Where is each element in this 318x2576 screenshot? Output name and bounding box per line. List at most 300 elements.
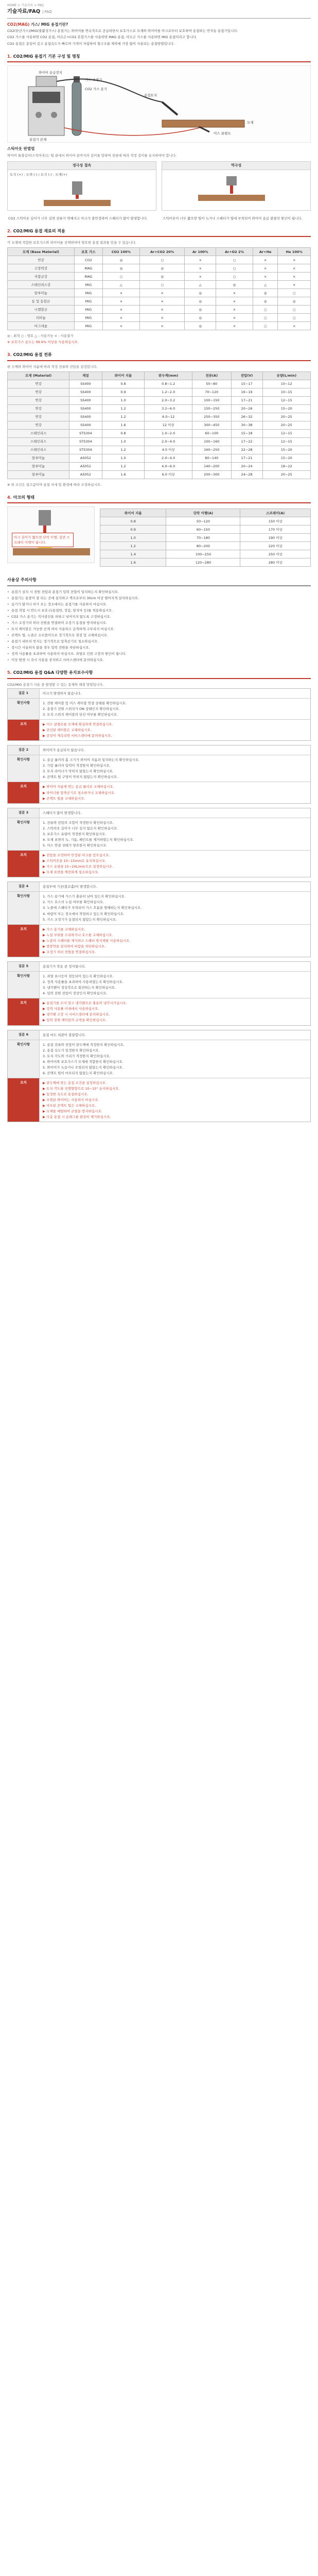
materials-cell: 마그네슘 — [8, 322, 75, 330]
current-cell: 2.0~4.0 — [145, 454, 192, 462]
qna-question — [40, 808, 310, 818]
materials-cell: × — [278, 256, 311, 264]
caution-item: • 가스 조정기의 히터 전원을 연결하여 조정기 동결을 방지하십시오. — [7, 620, 311, 625]
qna-item — [7, 961, 311, 1026]
qna-check-line: 1. 전원 케이블 및 어스 케이블 연결 상태를 확인하십시오. — [43, 701, 127, 705]
qna-checks — [40, 1040, 310, 1078]
welder-diagram-drawing — [8, 66, 310, 143]
arc-cell: 120~280 — [166, 558, 240, 567]
materials-cell: × — [139, 306, 185, 314]
arc-cell: 220 이상 — [240, 542, 311, 550]
current-cell: 알루미늄 — [8, 470, 69, 479]
qna-checks — [40, 892, 310, 924]
current-cell: 연강 — [8, 380, 69, 388]
materials-cell: × — [253, 273, 278, 281]
materials-cell: × — [278, 273, 311, 281]
materials-cell: MIG — [74, 281, 102, 289]
qna-actions — [40, 1078, 310, 1122]
materials-cell: × — [216, 314, 253, 322]
qna-question — [40, 689, 310, 698]
qna-check-line: 3. 토치 라이너가 막히지 않았는지 확인하십시오. — [43, 769, 114, 774]
qna-check-row — [8, 818, 310, 851]
qna-check-line: 1. 송급 롤러의 홈 크기가 와이어 지름과 일치하는지 확인하십시오. — [43, 758, 140, 762]
qna-check-label: 확인사항 — [8, 972, 40, 998]
qna-question-label: 질문 3 — [8, 808, 40, 818]
materials-row — [8, 264, 311, 273]
qna-list — [7, 688, 311, 1123]
materials-cell: ◎ — [102, 256, 139, 264]
arc-row — [100, 542, 311, 550]
current-cell: 20~25 — [262, 413, 310, 421]
qna-check-line: 2. 정격 사용률을 초과하여 사용하였는지 확인하십시오. — [43, 980, 123, 985]
materials-cell: ○ — [139, 256, 185, 264]
current-intro: 판 두께와 와이어 지름에 따라 적정 전류와 전압을 설정합니다. — [7, 364, 98, 369]
current-header-cell: 와이어 지름 — [102, 371, 145, 380]
materials-cell: × — [253, 256, 278, 264]
qna-question-row — [8, 1030, 310, 1040]
materials-cell: ○ — [278, 314, 311, 322]
materials-cell: × — [216, 322, 253, 330]
qna-check-label: 확인사항 — [8, 818, 40, 850]
polarity-panel-right — [162, 161, 311, 211]
materials-cell: × — [253, 264, 278, 273]
section-num: 4. — [7, 495, 12, 500]
qna-question-label: 질문 2 — [8, 745, 40, 755]
current-cell: 250~350 — [192, 413, 231, 421]
arc-row — [100, 534, 311, 542]
qna-action-row — [8, 782, 310, 803]
materials-cell: ◎ — [185, 314, 216, 322]
section-num: 1. — [7, 54, 12, 59]
materials-cell: MIG — [74, 289, 102, 297]
materials-cell: × — [216, 289, 253, 297]
caution-item: • 용접기 내부의 먼지는 정기적으로 압축공기로 청소하십시오. — [7, 639, 311, 644]
intro-heading — [7, 22, 311, 28]
current-header-cell: 판두께(mm) — [145, 371, 192, 380]
current-cell: 스테인리스 — [8, 437, 69, 446]
section-num: 5. — [7, 670, 12, 675]
polarity-text: 와이어 돌출길이(스틱아웃)는 팁 끝에서 와이어 끝까지의 길이를 말하며 전류에 따라 적정 길이를 유지하여야 합니다. — [7, 153, 177, 158]
materials-cell: △ — [102, 281, 139, 289]
materials-cell: × — [102, 306, 139, 314]
page-subtitle: | FAQ — [42, 10, 52, 14]
current-cell: 1.2 — [102, 404, 145, 413]
section-num: 2. — [7, 228, 12, 233]
materials-cell: 스테인리스강 — [8, 281, 75, 289]
materials-row — [8, 289, 311, 297]
materials-cell: × — [185, 264, 216, 273]
current-cell: 1.6 — [102, 421, 145, 429]
arc-cell: 70~180 — [166, 534, 240, 542]
current-cell: 2.0~3.2 — [145, 396, 192, 404]
polarity-panel-left — [7, 161, 156, 211]
caution-item: • 용접기는 통풍이 잘 되는 곳에 설치하고 벽으로부터 30cm 이상 떨어지게 설치하십시오. — [7, 596, 311, 601]
qna-action-line: ▶ 토치 각도를 진행방향으로 10~15° 유지하십시오. — [43, 1087, 120, 1091]
polarity-texts — [7, 214, 311, 221]
qna-check-line: 5. 가스 조정기가 동결되지 않았는지 확인하십시오. — [43, 917, 117, 922]
stickout-short-drawing — [8, 179, 152, 210]
arc-row — [100, 526, 311, 534]
current-cell: A5052 — [69, 454, 102, 462]
current-cell: 20~24 — [231, 462, 262, 470]
arc-block — [7, 506, 311, 570]
qna-check-line: 3. 노즐에 스패터가 부착되어 가스 흐름을 방해하는지 확인하십시오. — [43, 906, 142, 910]
qna-question-row — [8, 808, 310, 818]
qna-check-line: 2. 용접기 전원 스위치가 ON 상태인지 확인하십시오. — [43, 706, 120, 711]
arc-row — [100, 517, 311, 526]
current-cell: 100~150 — [192, 396, 231, 404]
qna-action-label: 조치 — [8, 720, 40, 740]
current-cell: 1.0 — [102, 437, 145, 446]
materials-cell: 알루미늄 — [8, 289, 75, 297]
materials-cell: MAG — [74, 273, 102, 281]
qna-actions — [40, 851, 310, 877]
qna-check-line: 2. 가압 롤러의 압력이 적정한지 확인하십시오. — [43, 764, 111, 768]
intro-line: CO2 용접은 용입이 깊고 용접속도가 빠르며 가격이 저렴하여 철구조물 제작에 가장 많이 사용되는 용접방법입니다. — [7, 41, 175, 46]
qna-action-line: ▶ 마모된 콘택트 팁은 교체하십시오. — [43, 1104, 96, 1108]
polarity-left-text: CO2 스틱아웃 길이가 너무 길면 전류가 약해지고 아크가 불안정하여 스패터가 많이 발생합니다. — [8, 216, 148, 221]
current-header-cell: 재질 — [69, 371, 102, 380]
materials-cell: △ — [253, 281, 278, 289]
current-cell: 스테인리스 — [8, 429, 69, 437]
materials-cell: × — [278, 322, 311, 330]
materials-row — [8, 297, 311, 306]
section-text: 사용상 주의사항 — [7, 578, 37, 583]
current-row — [8, 470, 311, 479]
qna-intro: CO2/MIG 용접기 사용 중 발생할 수 있는 문제와 해결 방법입니다. — [7, 682, 104, 687]
current-cell: 1.0 — [102, 396, 145, 404]
arc-cell: 0.9 — [100, 526, 166, 534]
current-cell: 15~17 — [231, 380, 262, 388]
current-cell: 16~19 — [231, 388, 262, 396]
intro-heading-rest: 가스/ MIG 용접기란? — [29, 22, 68, 27]
qna-question-text: 용접기가 작동 중 정지됩니다. — [43, 964, 86, 969]
materials-cell: ◎ — [102, 264, 139, 273]
current-note: ※ 위 조건은 참고값이며 용접 자세 및 환경에 따라 조정하십시오. — [7, 482, 102, 487]
current-cell: 17~21 — [231, 396, 262, 404]
current-cell: 20~26 — [231, 404, 262, 413]
current-cell: STS304 — [69, 446, 102, 454]
current-table — [7, 371, 311, 479]
qna-action-line: ▶ 방풍막을 설치하여 바람을 차단하십시오. — [43, 944, 106, 948]
materials-cell: MIG — [74, 306, 102, 314]
current-cell: 알루미늄 — [8, 454, 69, 462]
current-cell: 30~38 — [231, 421, 262, 429]
materials-intro: 각 모재에 적합한 보호가스와 와이어를 선택하여야 양호한 용접 결과를 얻을 수 있습니다. — [7, 241, 136, 245]
materials-cell: × — [216, 306, 253, 314]
materials-cell: ○ — [278, 306, 311, 314]
current-cell: 150~250 — [192, 404, 231, 413]
arc-header-cell: 스프레이(A) — [240, 509, 311, 517]
section-title-current — [7, 352, 311, 361]
qna-actions — [40, 998, 310, 1025]
qna-question-label: 질문 6 — [8, 1030, 40, 1040]
qna-question-text: 아크가 발생하지 않습니다. — [43, 691, 82, 696]
qna-item — [7, 808, 311, 878]
qna-action-row — [8, 925, 310, 957]
current-header-cell: 전압(V) — [231, 371, 262, 380]
qna-action-label: 조치 — [8, 851, 40, 877]
current-cell: 1.0~2.0 — [145, 429, 192, 437]
welder-diagram — [7, 65, 311, 143]
polarity-right-text: 스틱아웃이 너무 짧으면 팁이 녹거나 스패터가 팁에 부착되어 와이어 송급 불량의 원인이 됩니다. — [163, 216, 303, 221]
materials-header-cell: CO2 100% — [102, 248, 139, 256]
current-row — [8, 388, 311, 396]
qna-question-row — [8, 745, 310, 755]
materials-cell: × — [102, 314, 139, 322]
materials-cell: ◎ — [185, 306, 216, 314]
section-text: 아크의 형태 — [13, 495, 35, 500]
materials-cell: × — [139, 314, 185, 322]
diagram-label: CO2 가스 용기 — [85, 87, 108, 91]
current-cell: 1.0 — [102, 454, 145, 462]
qna-action-row — [8, 851, 310, 877]
intro-line: CO2(탄산가스)/MIG(불활성가스) 용접기는 와이어를 연속적으로 공급하면서 보호가스로 모재와 와이어를 아크로부터 보호하며 용접하는 반자동 용접기입니다. — [7, 29, 238, 33]
intro — [7, 22, 311, 46]
qna-check-row — [8, 892, 310, 924]
current-cell: 연강 — [8, 421, 69, 429]
materials-cell: × — [185, 256, 216, 264]
current-row — [8, 446, 311, 454]
current-cell: 20~25 — [262, 421, 310, 429]
arc-cell: 280 이상 — [240, 558, 311, 567]
qna-action-line: ▶ 스틱아웃을 10~15mm로 유지하십시오. — [43, 859, 107, 863]
current-cell: 6.0 이상 — [145, 470, 192, 479]
materials-cell: 저합금강 — [8, 273, 75, 281]
qna-action-line: ▶ 오염된 와이어는 사용하지 마십시오. — [43, 1098, 99, 1103]
current-cell: 1.2 — [102, 462, 145, 470]
qna-question-row — [8, 689, 310, 699]
intro-heading-en: CO2(MAG) — [7, 22, 30, 27]
current-cell: 18~22 — [262, 462, 310, 470]
materials-cell: ◎ — [253, 297, 278, 306]
current-cell: SS400 — [69, 388, 102, 396]
current-cell: 15~20 — [262, 454, 310, 462]
qna-check-line: 1. 용접 전류와 전압이 판두께에 적정한지 확인하십시오. — [43, 1042, 125, 1047]
arc-cell: 1.4 — [100, 550, 166, 558]
current-cell: 60~100 — [192, 429, 231, 437]
qna-action-line: ▶ 단선된 케이블은 교체하십시오. — [43, 728, 92, 733]
current-cell: 140~200 — [192, 462, 231, 470]
qna-actions — [40, 720, 310, 740]
materials-cell: ◎ — [139, 273, 185, 281]
qna-check-line: 1. 가스 용기에 가스가 충분히 남아 있는지 확인하십시오. — [43, 894, 126, 899]
arc-table — [100, 509, 311, 567]
materials-row — [8, 306, 311, 314]
arc-row — [100, 550, 311, 558]
qna-action-label: 조치 — [8, 998, 40, 1025]
header — [7, 3, 311, 19]
section-text: CO2/MIG 용접기 기본 구성 및 명칭 — [13, 54, 80, 59]
current-cell: 17~21 — [231, 454, 262, 462]
materials-cell: × — [278, 281, 311, 289]
qna-action-label: 조치 — [8, 925, 40, 957]
materials-cell: ◎ — [185, 297, 216, 306]
materials-cell: 동 및 동합금 — [8, 297, 75, 306]
page-title — [7, 8, 311, 16]
current-cell: 15~20 — [262, 446, 310, 454]
current-cell: 26~32 — [231, 413, 262, 421]
current-cell: 0.8 — [102, 429, 145, 437]
qna-check-line: 4. 콘택트 팁 구멍이 막히지 않았는지 확인하십시오. — [43, 775, 118, 779]
current-header-cell: 전류(A) — [192, 371, 231, 380]
qna-question — [40, 882, 310, 891]
current-cell: A5052 — [69, 470, 102, 479]
qna-action-line: ▶ 라이너를 압축공기로 청소하거나 교체하십시오. — [43, 790, 115, 795]
caution-item: • 용접 작업 시 반드시 보호구(용접면, 장갑, 앞치마 등)를 착용하십시오. — [7, 608, 311, 613]
qna-check-row — [8, 972, 310, 998]
qna-actions — [40, 782, 310, 803]
qna-check-line: 1. 전류와 전압의 조합이 적정한지 확인하십시오. — [43, 820, 114, 825]
qna-item — [7, 882, 311, 957]
current-row — [8, 380, 311, 388]
materials-cell: × — [216, 297, 253, 306]
panel-formula: 토치 (+) : 모재 (-) / 토치 (-) : 모재(+) — [10, 172, 67, 177]
current-cell: 스테인리스 — [8, 446, 69, 454]
current-cell: 0.8~1.2 — [145, 380, 192, 388]
current-cell: 100~160 — [192, 437, 231, 446]
materials-cell: △ — [185, 281, 216, 289]
qna-question-row — [8, 962, 310, 972]
page-title-text: 기술자료/FAQ — [7, 9, 41, 15]
qna-action-line: ▶ 모재를 예열하여 균열을 방지하십시오. — [43, 1109, 102, 1114]
qna-check-line: 1. 과열 표시등이 점등되어 있는지 확인하십시오. — [43, 974, 114, 979]
qna-check-line: 5. 와이어가 녹슬거나 오염되지 않았는지 확인하십시오. — [43, 1065, 123, 1070]
materials-cell: ○ — [278, 289, 311, 297]
current-row — [8, 437, 311, 446]
qna-check-label: 확인사항 — [8, 755, 40, 782]
current-cell: 15~20 — [262, 404, 310, 413]
current-cell: 70~120 — [192, 388, 231, 396]
qna-action-line: ▶ 조정기 히터 전원을 연결하십시오. — [43, 950, 96, 954]
qna-check-label: 확인사항 — [8, 892, 40, 924]
materials-header-cell: Ar 100% — [185, 248, 216, 256]
arc-row — [100, 558, 311, 567]
caution-item: • 장시간 사용하지 않을 경우 입력 전원을 차단하십시오. — [7, 645, 311, 650]
materials-cell: × — [102, 289, 139, 297]
qna-check-line: 3. 토치 스위치 케이블의 단선 여부를 확인하십시오. — [43, 712, 118, 717]
materials-cell: ○ — [216, 264, 253, 273]
qna-action-line: ▶ 정격 사용률 이내에서 사용하십시오. — [43, 1007, 99, 1011]
diagram-label: 가스 조정기 — [85, 78, 102, 82]
current-cell: 1.2 — [102, 413, 145, 421]
materials-note: ◎ : 최적 ○ : 양호 △ : 사용가능 × : 사용불가 — [7, 334, 74, 338]
qna-checks — [40, 818, 310, 850]
materials-header-cell: Ar+O2 2% — [216, 248, 253, 256]
diagram-label: 모재 — [247, 121, 254, 125]
qna-action-label: 조치 — [8, 782, 40, 803]
section-text: CO2/MIG 용접 Q&A 다양한 유지보수사항 — [13, 670, 93, 675]
arc-header-cell: 단락 이행(A) — [166, 509, 240, 517]
caution-item: • 정격 사용률을 초과하여 사용하지 마십시오. 과열로 인한 고장의 원인이 됩니다. — [7, 651, 311, 656]
current-cell: 알루미늄 — [8, 462, 69, 470]
panel-illustration — [162, 174, 310, 205]
current-cell: STS304 — [69, 429, 102, 437]
current-cell: SS400 — [69, 404, 102, 413]
qna-check-row — [8, 1040, 310, 1078]
section-text: CO2/MIG 용접 재료의 적용 — [13, 228, 65, 233]
current-row — [8, 396, 311, 404]
current-cell: 0.8 — [102, 380, 145, 388]
current-cell: STS304 — [69, 437, 102, 446]
qna-check-line: 6. 콘택트 팁이 마모되지 않았는지 확인하십시오. — [43, 1071, 114, 1075]
qna-question-text: 스패터가 많이 발생합니다. — [43, 810, 82, 815]
materials-cell: ○ — [216, 273, 253, 281]
current-cell: 12~15 — [262, 396, 310, 404]
qna-check-label: 확인사항 — [8, 699, 40, 719]
qna-action-line: ▶ 콘택트 팁을 교체하십시오. — [43, 796, 85, 801]
materials-header-cell: Ar+He — [253, 248, 278, 256]
current-cell: 12~15 — [262, 437, 310, 446]
current-row — [8, 413, 311, 421]
qna-check-line: 4. 와이어와 보호가스가 모재에 적합한지 확인하십시오. — [43, 1059, 123, 1064]
materials-cell: × — [139, 322, 185, 330]
diagram-label: 와이어 송급장치 — [39, 71, 63, 75]
section-title-materials — [7, 228, 311, 237]
qna-action-row — [8, 998, 310, 1025]
qna-action-line: ▶ 누설 부위를 수리하거나 호스를 교체하십시오. — [43, 933, 113, 937]
current-header-cell: 유량(L/min) — [262, 371, 310, 380]
materials-row — [8, 322, 311, 330]
current-cell: SS400 — [69, 380, 102, 388]
arc-cell: 0.8 — [100, 517, 166, 526]
materials-cell: ◎ — [253, 289, 278, 297]
current-cell: 연강 — [8, 396, 69, 404]
page — [0, 0, 318, 1137]
qna-action-line: ▶ 냉각팬 고장 시 서비스센터에 문의하십시오. — [43, 1012, 110, 1017]
current-cell: 20~25 — [262, 470, 310, 479]
section-title-basic — [7, 54, 311, 62]
materials-cell: 티타늄 — [8, 314, 75, 322]
caution-item: • 토치 케이블은 가능한 곧게 펴서 사용하고 급격하게 구부리지 마십시오. — [7, 626, 311, 632]
qna-check-line: 2. 용접 속도가 일정한지 확인하십시오. — [43, 1048, 100, 1053]
current-header-cell: 모재 (Material) — [8, 371, 69, 380]
arc-table-wrap — [100, 506, 311, 570]
materials-header-cell: 보호 가스 — [74, 248, 102, 256]
qna-action-line: ▶ 일정한 속도로 용접하십시오. — [43, 1092, 89, 1097]
materials-note: ※ 보호가스 순도는 99.9% 이상을 사용하십시오. — [7, 340, 79, 345]
materials-cell: ◎ — [278, 297, 311, 306]
arc-note-box: 아크 길이가 짧으면 단락 이행, 길면 스프레이 이행이 됩니다. — [12, 533, 74, 547]
panel-head: 역극성 — [162, 162, 310, 170]
qna-action-line: ▶ 노즐의 스패터를 제거하고 스패터 방지제를 사용하십시오. — [43, 938, 131, 943]
section-title-qna — [7, 670, 311, 679]
qna-actions — [40, 925, 310, 957]
qna-check-line: 2. 가스 호스의 누설 여부를 확인하십시오. — [43, 900, 104, 905]
caution-item: • CO2 가스 용기는 직사광선을 피하고 넘어지지 않도록 고정하십시오. — [7, 614, 311, 619]
arc-cell: 170 이상 — [240, 526, 311, 534]
current-row — [8, 429, 311, 437]
qna-question-text: 와이어가 송급되지 않습니다. — [43, 748, 85, 753]
stickout-long-drawing — [162, 174, 306, 205]
materials-cell: 니켈합금 — [8, 306, 75, 314]
qna-item — [7, 688, 311, 741]
materials-cell: MIG — [74, 322, 102, 330]
qna-check-row — [8, 755, 310, 782]
qna-action-line: ▶ 가스 용기를 교체하십시오. — [43, 927, 85, 931]
current-cell: 17~22 — [231, 437, 262, 446]
qna-action-row — [8, 720, 310, 740]
materials-cell: ◎ — [185, 322, 216, 330]
materials-header-cell: 모재 (Base Material) — [8, 248, 75, 256]
materials-cell: × — [278, 264, 311, 273]
current-row — [8, 421, 311, 429]
current-cell: 6.0~12 — [145, 413, 192, 421]
materials-cell: MIG — [74, 314, 102, 322]
arc-cell: 1.2 — [100, 542, 166, 550]
arc-cell: 60~150 — [166, 526, 240, 534]
qna-check-line: 3. 냉각팬이 정상적으로 회전하는지 확인하십시오. — [43, 986, 116, 990]
